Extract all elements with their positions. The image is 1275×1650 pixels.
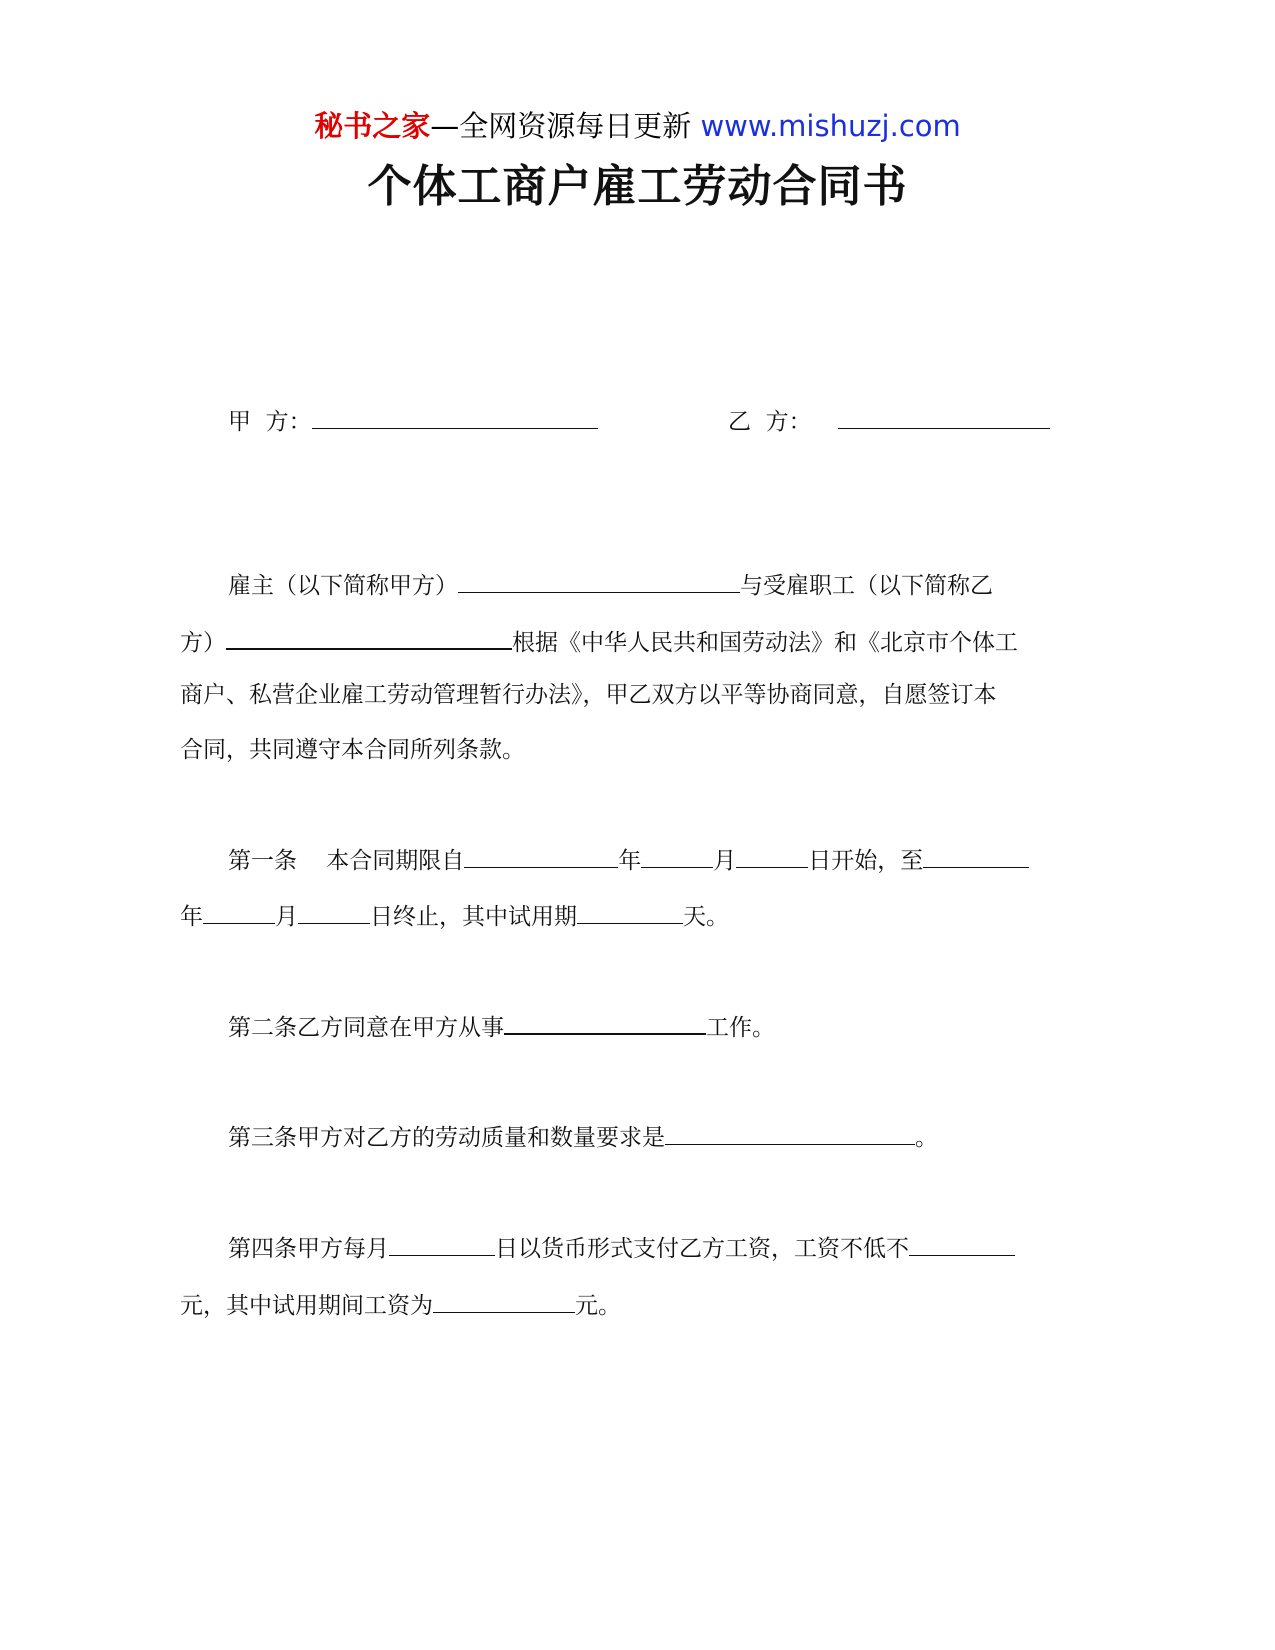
article-1-text: 日开始，至 (808, 848, 924, 874)
preamble-line-1 (228, 568, 993, 602)
article-1-text: 第一条 本合同期限自 (228, 848, 465, 874)
brand-name: 秘书之家 (314, 109, 431, 143)
preamble-line-4 (180, 734, 525, 766)
article-4-text: 第四条甲方每月 (228, 1236, 389, 1262)
party-b-line (728, 404, 1050, 438)
work-requirement-blank[interactable] (665, 1120, 915, 1145)
pay-day-blank[interactable] (389, 1231, 495, 1256)
party-b-label: 乙 方： (728, 409, 812, 435)
article-2-line (228, 1009, 775, 1044)
article-1-text: 年 (180, 904, 203, 930)
preamble-text: 雇主（以下简称甲方） (228, 573, 458, 599)
preamble-line-2 (180, 624, 1018, 659)
article-4-line-1 (228, 1231, 1015, 1265)
article-1-text: 月 (275, 904, 298, 930)
article-1-text: 日终止，其中试用期 (370, 904, 577, 930)
site-url-link[interactable]: www.mishuzj.com (700, 109, 961, 143)
employer-name-blank[interactable] (458, 568, 740, 593)
article-4-line-2 (180, 1288, 621, 1322)
article-2-text: 第二条乙方同意在甲方从事 (228, 1015, 504, 1041)
preamble-text: 合同，共同遵守本合同所列条款。 (180, 737, 525, 763)
end-day-blank[interactable] (298, 899, 370, 924)
article-4-text: 元。 (575, 1293, 621, 1319)
preamble-text: 与受雇职工（以下简称乙 (740, 573, 993, 599)
party-a-label: 甲 方： (228, 409, 312, 435)
party-b-blank[interactable] (838, 404, 1050, 429)
party-a-line (228, 404, 598, 438)
article-1-text: 年 (618, 848, 642, 874)
document-title: 个体工商户雇工劳动合同书 (367, 161, 908, 212)
start-year-blank[interactable] (464, 843, 618, 868)
article-1-line-1 (228, 843, 1029, 877)
banner-tagline: —全网资源每日更新 (430, 109, 692, 143)
article-1-text: 月 (713, 848, 737, 874)
article-2-text: 工作。 (706, 1015, 775, 1041)
probation-wage-blank[interactable] (433, 1288, 575, 1313)
article-4-text: 元，其中试用期间工资为 (180, 1293, 433, 1319)
article-3-text: 第三条甲方对乙方的劳动质量和数量要求是 (228, 1125, 665, 1151)
article-4-text: 日以货币形式支付乙方工资，工资不低不 (495, 1236, 909, 1262)
article-1-text: 天。 (683, 904, 729, 930)
preamble-text: 商户、私营企业雇工劳动管理暂行办法》，甲乙双方以平等协商同意，自愿签订本 (180, 682, 997, 708)
job-title-blank[interactable] (504, 1009, 706, 1035)
probation-days-blank[interactable] (577, 899, 683, 924)
start-day-blank[interactable] (736, 843, 808, 868)
min-wage-blank[interactable] (909, 1231, 1015, 1256)
preamble-line-3 (180, 679, 997, 711)
party-a-blank[interactable] (312, 404, 598, 429)
site-banner (0, 104, 1275, 145)
end-month-blank[interactable] (203, 899, 275, 924)
end-year-blank[interactable] (923, 843, 1029, 868)
article-1-line-2 (180, 899, 729, 933)
preamble-text: 根据《中华人民共和国劳动法》和《北京市个体工 (512, 630, 1018, 656)
article-3-line (228, 1120, 938, 1154)
start-month-blank[interactable] (641, 843, 713, 868)
article-3-text: 。 (915, 1125, 938, 1151)
preamble-text: 方） (180, 630, 226, 656)
employee-name-blank[interactable] (226, 624, 512, 650)
